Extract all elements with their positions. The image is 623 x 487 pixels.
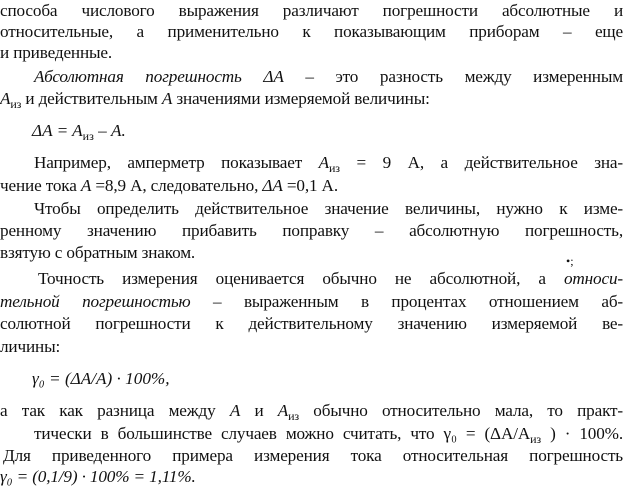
definition-text: – это разность между измеренным: [305, 67, 623, 86]
text-line: ренному значению прибавить поправку – абсолютную погрешность,: [0, 221, 623, 240]
symbol-a: A: [229, 401, 241, 420]
example-text: =0,1 А.: [286, 176, 338, 195]
text-line: личины:: [0, 337, 61, 356]
symbol-a: A: [318, 153, 330, 172]
example-line: [0, 176, 623, 196]
example-text: =8,9 А, следовательно,: [95, 176, 259, 195]
example-text: = 9 А, а действительное зна-: [356, 153, 623, 172]
definition-text: значениями измеряемой величины:: [176, 89, 430, 108]
paragraph-text: а так как разница между: [0, 401, 216, 420]
symbol-a: A: [277, 401, 289, 420]
text-line: [38, 269, 623, 289]
definition-line: [34, 67, 623, 87]
paragraph-text: тически в большинстве случаев можно считать, что γ₀ = (ΔA/A: [34, 424, 531, 443]
symbol-delta-a: ΔA: [263, 67, 284, 86]
text-line: [0, 401, 623, 421]
text-line: способа числового выражения различают погрешности абсолютные и: [0, 1, 623, 20]
paragraph-text: Точность измерения оценивается обычно не абсолютной, а: [38, 269, 546, 288]
paragraph-text: обычно относительно мала, то практ-: [313, 401, 623, 420]
text-line: [0, 292, 623, 312]
subscript-iz: из: [82, 129, 94, 143]
formula-left: ΔA = A: [32, 121, 83, 140]
example-text: Например, амперметр показывает: [34, 153, 303, 172]
subscript-iz: из: [10, 97, 22, 111]
text-line: взятую с обратным знаком.: [0, 243, 196, 262]
result-formula: γ₀ = (0,1/9) · 100% = 1,11%.: [0, 467, 196, 486]
term-absolute-error: Абсолютная погрешность: [34, 67, 242, 86]
scan-mark: •;: [566, 254, 574, 268]
definition-text: и действительным: [25, 89, 158, 108]
example-line: [34, 153, 623, 173]
formula-absolute-error: [32, 121, 126, 141]
example-text: чение тока: [0, 176, 77, 195]
symbol-a: A: [80, 176, 92, 195]
symbol-a: A: [0, 89, 11, 108]
formula-relative-error: γ₀ = (ΔA/A) · 100%,: [32, 369, 170, 388]
text-line: солютной погрешности к действительному значению измеряемой ве-: [0, 314, 623, 333]
subscript-iz: из: [288, 409, 300, 423]
term-relative-error: относи-: [563, 269, 623, 288]
subscript-iz: из: [329, 161, 340, 175]
subscript-iz: из: [530, 432, 541, 446]
text-line: и приведенные.: [0, 43, 113, 62]
paragraph-text: и: [254, 401, 264, 420]
text-line: относительные, а применительно к показывающим приборам – еще: [0, 22, 623, 41]
definition-line: [0, 89, 623, 109]
text-line: Чтобы определить действительное значение величины, нужно к изме-: [34, 199, 623, 218]
paragraph-text: ) · 100%.: [550, 424, 623, 443]
term-relative-error: тельной погрешностью: [0, 292, 191, 311]
symbol-a: A: [161, 89, 173, 108]
formula-right: – A.: [98, 121, 126, 140]
paragraph-text: – выраженным в процентах отношением аб-: [213, 292, 623, 311]
symbol-delta-a: ΔA: [262, 176, 283, 195]
text-line: Для приведенного примера измерения тока относительная погрешность: [3, 446, 623, 465]
text-line: [34, 424, 623, 444]
